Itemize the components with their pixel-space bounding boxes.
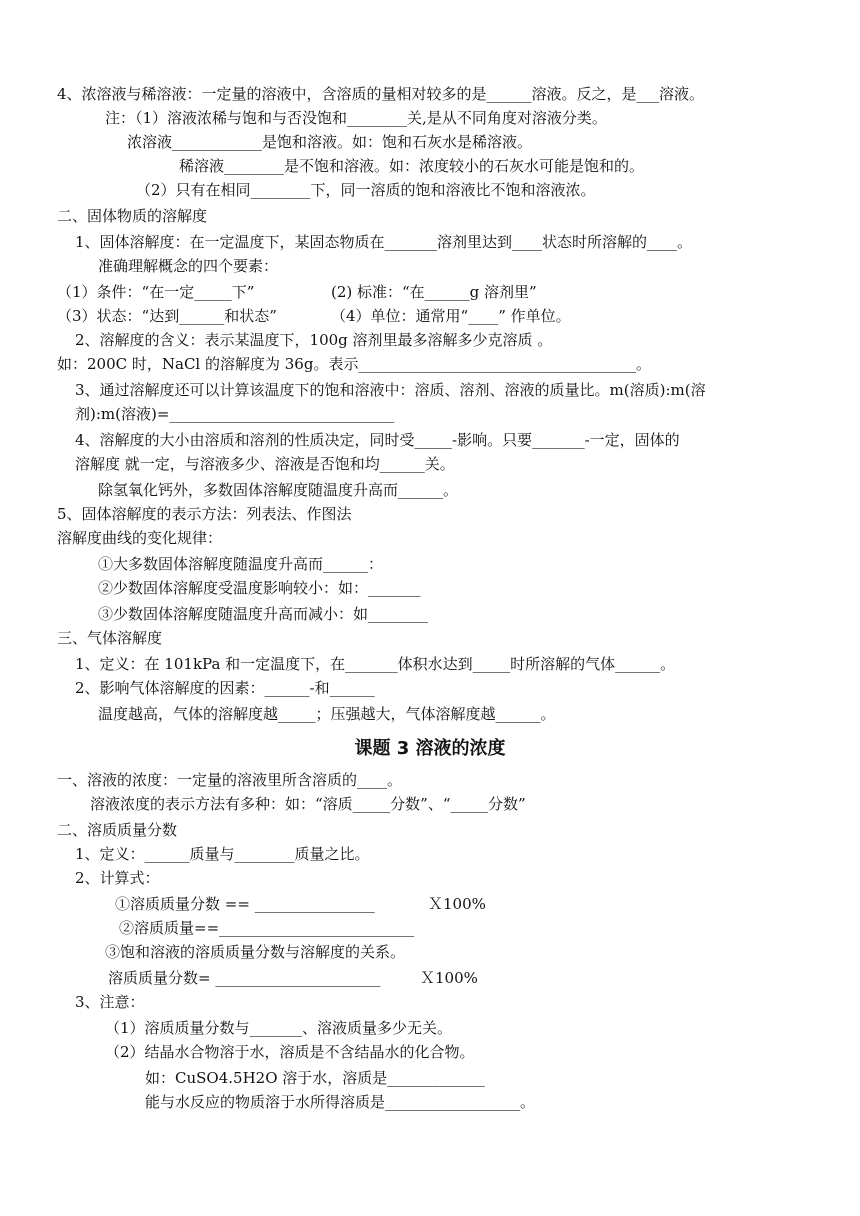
heading-solid-solubility: 二、固体物质的溶解度	[57, 207, 208, 225]
line-solid-solubility-def: 1、固体溶解度：在一定温度下，某固态物质在_______溶剂里达到____状态时所溶解的____。	[75, 233, 693, 251]
element-state: （3）状态：“达到______和状态”	[57, 307, 277, 325]
formula-2: ②溶质质量==__________________________	[119, 919, 415, 937]
note-concentrated: 浓溶液____________是饱和溶液。如：饱和石灰水是稀溶液。	[127, 133, 533, 151]
note-cuso4-example: 如：CuSO4.5H2O 溶于水，溶质是_____________	[145, 1069, 485, 1087]
line-solubility-factors: 4、溶解度的大小由溶质和溶剂的性质决定，同时受_____-影响。只要_______-一定，固体的	[75, 431, 680, 449]
rule-1: ①大多数固体溶解度随温度升高而______：	[98, 555, 384, 573]
line-gas-definition: 1、定义：在 101kPa 和一定温度下，在_______体积水达到_____时所溶解的气体______。	[75, 655, 676, 673]
formula-1-times: Ｘ100%	[428, 895, 486, 913]
line-mass-ratio: 3、通过溶解度还可以计算该温度下的饱和溶液中：溶质、溶剂、溶液的质量比。m(溶质):m(溶	[75, 381, 706, 399]
element-condition: （1）条件：“在一定_____下”	[57, 283, 255, 301]
line-gas-trend: 温度越高，气体的溶解度越_____；压强越大，气体溶解度越______。	[98, 705, 556, 723]
note-1: 注：（1）溶液浓稀与饱和与否没饱和________关,是从不同角度对溶液分类。	[105, 109, 607, 127]
formula-3-heading: ③饱和溶液的溶质质量分数与溶解度的关系。	[105, 943, 406, 961]
line-solubility-meaning: 2、溶解度的含义：表示某温度下，100g 溶剂里最多溶解多少克溶质 。	[75, 331, 553, 349]
note-2: （2）只有在相同________下，同一溶质的饱和溶液比不饱和溶液浓。	[136, 181, 596, 199]
note-reactive-substance: 能与水反应的物质溶于水所得溶质是__________________。	[145, 1093, 536, 1111]
line-four-elements: 准确理解概念的四个要素：	[98, 257, 279, 275]
line-mass-fraction-def: 1、定义：______质量与________质量之比。	[75, 845, 370, 863]
formula-3: 溶质质量分数= ______________________	[108, 969, 381, 987]
line-concentration-methods: 溶液浓度的表示方法有多种：如：“溶质_____分数”、“_____分数”	[90, 795, 526, 813]
line-solubility-factors-cont: 溶解度 就一定，与溶液多少、溶液是否饱和均______关。	[75, 455, 455, 473]
note-dilute: 稀溶液________是不饱和溶液。如：浓度较小的石灰水可能是饱和的。	[179, 157, 645, 175]
lesson-title: 课题 3 溶液的浓度	[354, 738, 506, 759]
line-concentrated-dilute: 4、浓溶液与稀溶液：一定量的溶液中，含溶质的量相对较多的是______溶液。反之，是___溶液。	[57, 85, 705, 103]
heading-mass-fraction: 二、溶质质量分数	[57, 821, 178, 839]
rule-2: ②少数固体溶解度受温度影响较小：如：_______	[98, 579, 421, 597]
note-mass-fraction: （1）溶质质量分数与_______、溶液质量多少无关。	[105, 1019, 453, 1037]
rule-3: ③少数固体溶解度随温度升高而减小：如________	[98, 605, 429, 623]
line-temperature-trend: 除氢氧化钙外，多数固体溶解度随温度升高而______。	[98, 481, 459, 499]
element-unit: （4）单位：通常用“____” 作单位。	[331, 307, 571, 325]
line-mass-ratio-cont: 剂):m(溶液)=______________________________	[75, 405, 395, 423]
heading-gas-solubility: 三、气体溶解度	[57, 629, 163, 647]
line-representation: 5、固体溶解度的表示方法：列表法、作图法	[57, 505, 352, 523]
line-formula-heading: 2、计算式：	[75, 869, 160, 887]
note-hydrate: （2）结晶水合物溶于水，溶质是不含结晶水的化合物。	[105, 1043, 475, 1061]
element-standard: (2) 标准：“在______g 溶剂里”	[331, 283, 537, 301]
line-gas-factors: 2、影响气体溶解度的因素：______-和______	[75, 679, 375, 697]
line-nacl-example: 如：200C 时，NaCl 的溶解度为 36g。表示_____________________________________。	[57, 355, 651, 373]
line-curve-rules: 溶解度曲线的变化规律：	[57, 529, 223, 547]
line-notes-heading: 3、注意：	[75, 993, 145, 1011]
formula-3-times: Ｘ100%	[420, 969, 478, 987]
line-concentration-def: 一、溶液的浓度：一定量的溶液里所含溶质的____。	[57, 771, 403, 789]
formula-1: ①溶质质量分数 == ________________	[115, 895, 375, 913]
